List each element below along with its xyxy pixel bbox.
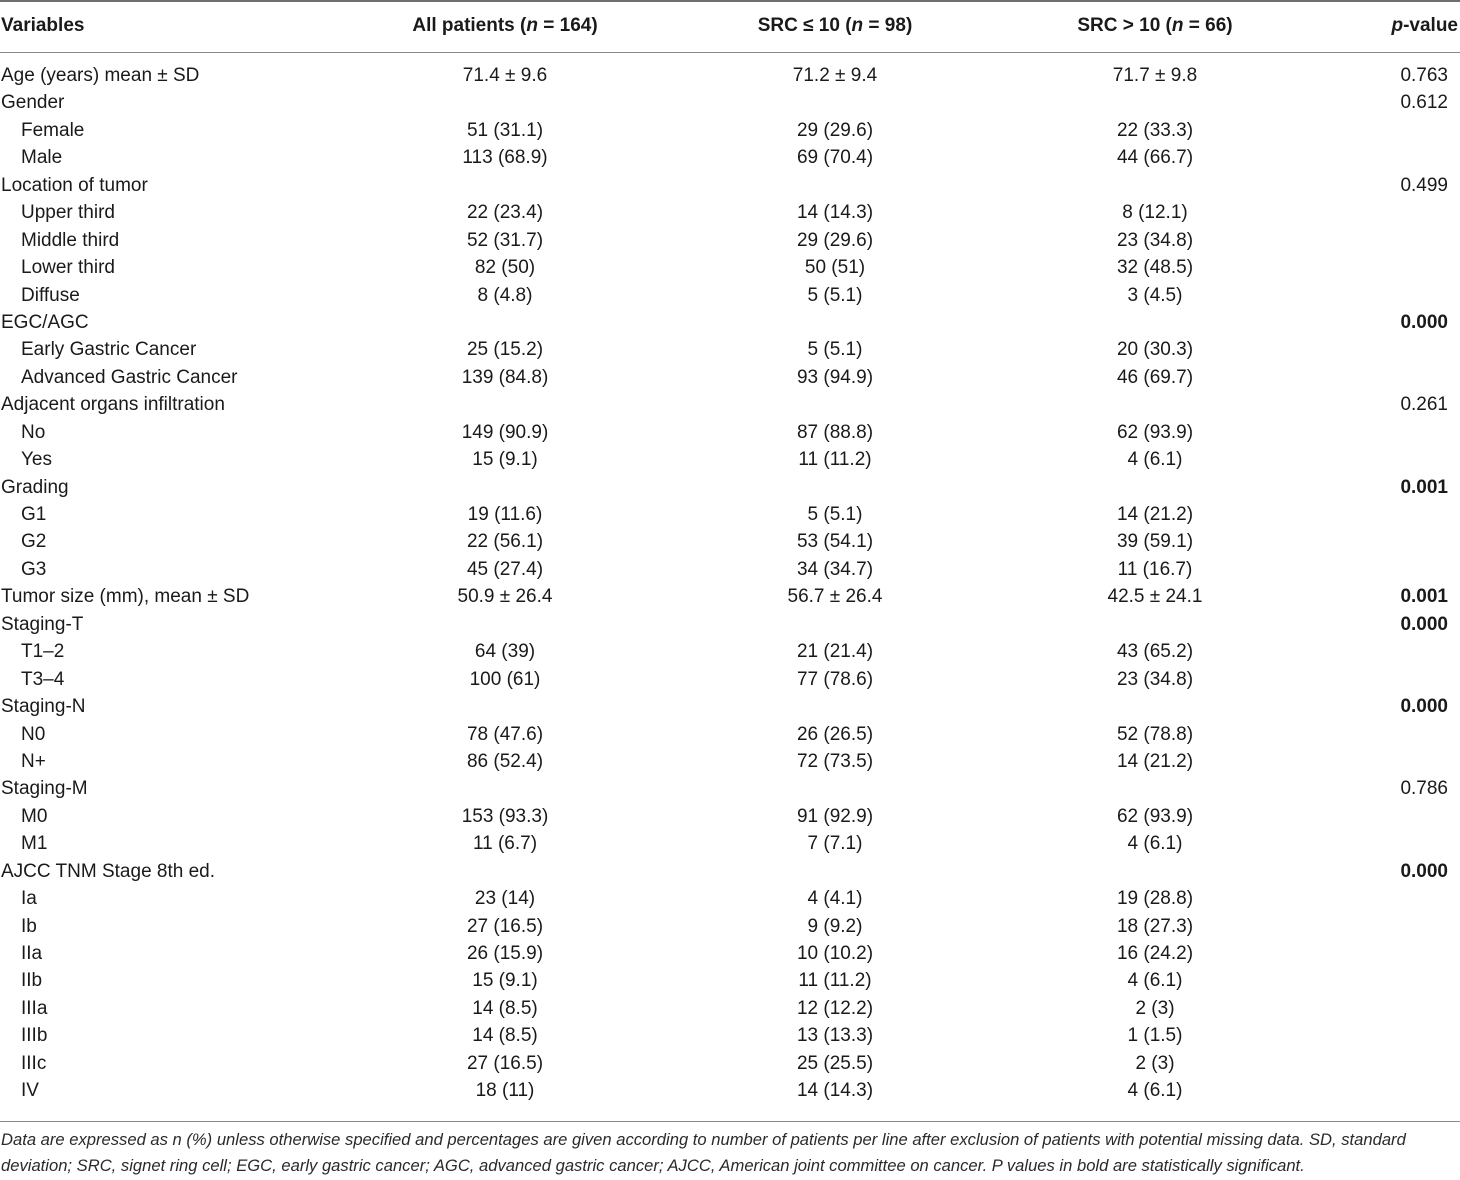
cell-src-gt-10: 22 (33.3) — [1116, 119, 1194, 141]
table-row — [0, 1077, 1460, 1104]
table-bottom-rule — [0, 1121, 1460, 1122]
table-row — [0, 913, 1460, 940]
table-footnote: Data are expressed as n (%) unless otherwise specified and percentages are given according to number of patients per line after exclusion of patients with potential missing data. SD, standard deviation; SRC, signet ring cell; EGC, early gastric cancer; AGC, advanced gastric cancer; AJCC, American joint committee on cancer. P values in bold are statistically significant. — [1, 1130, 1406, 1175]
header-p-italic: p — [1391, 15, 1404, 36]
cell-all-patients: 22 (23.4) — [466, 202, 544, 224]
cell-all-patients: 153 (93.3) — [461, 805, 549, 827]
row-label: M1 — [21, 833, 48, 855]
cell-src-gt-10: 2 (3) — [1135, 997, 1175, 1019]
table-row — [0, 583, 1460, 610]
header-all-label: All patients ( — [412, 15, 527, 36]
header-src-le-10 — [710, 9, 960, 43]
cell-p-value: 0.786 — [1400, 778, 1448, 800]
cell-src-gt-10: 14 (21.2) — [1116, 504, 1194, 525]
cell-src-le-10: 11 (11.2) — [798, 449, 872, 471]
row-label: IIa — [21, 943, 43, 964]
table-row — [0, 885, 1460, 912]
cell-all-patients: 78 (47.6) — [466, 723, 544, 745]
table-row — [0, 446, 1460, 473]
table-row — [0, 638, 1460, 665]
cell-src-le-10: 50 (51) — [804, 257, 866, 279]
cell-all-patients: 64 (39) — [474, 641, 536, 663]
table-body — [0, 62, 1460, 1105]
cell-p-value: 0.001 — [1400, 476, 1448, 498]
header-p-rest: -value — [1403, 15, 1458, 36]
cell-src-le-10: 10 (10.2) — [796, 943, 874, 964]
row-label: Staging-N — [1, 696, 86, 718]
cell-src-gt-10: 43 (65.2) — [1116, 641, 1194, 663]
cell-src-le-10: 25 (25.5) — [796, 1052, 874, 1074]
cell-src-le-10: 26 (26.5) — [796, 723, 874, 745]
row-label: Location of tumor — [1, 174, 148, 196]
table-row — [0, 89, 1460, 116]
row-label: Middle third — [21, 229, 120, 251]
cell-src-le-10: 11 (11.2) — [798, 970, 872, 992]
cell-all-patients: 15 (9.1) — [472, 449, 538, 471]
cell-all-patients: 18 (11) — [475, 1080, 535, 1102]
row-label: Ib — [21, 915, 37, 937]
table-row — [0, 199, 1460, 226]
row-label: EGC/AGC — [1, 311, 89, 333]
cell-src-le-10: 9 (9.2) — [807, 915, 863, 937]
row-label: Upper third — [21, 202, 115, 224]
table-row — [0, 830, 1460, 857]
cell-all-patients: 45 (27.4) — [466, 558, 544, 580]
table-header-rule — [0, 52, 1460, 53]
cell-all-patients: 82 (50) — [474, 257, 536, 279]
cell-src-le-10: 77 (78.6) — [796, 668, 874, 690]
row-label: AJCC TNM Stage 8th ed. — [1, 860, 216, 882]
cell-all-patients: 14 (8.5) — [472, 997, 538, 1019]
row-label: Staging-M — [1, 778, 88, 800]
table-row — [0, 474, 1460, 501]
cell-src-le-10: 14 (14.3) — [796, 1080, 874, 1102]
cell-src-le-10: 13 (13.3) — [796, 1025, 874, 1047]
row-label: IIIb — [21, 1025, 48, 1047]
table-row — [0, 336, 1460, 363]
header-src-le-label: SRC ≤ 10 ( — [757, 15, 852, 36]
row-label: Tumor size (mm), mean ± SD — [1, 586, 250, 608]
row-label: G3 — [21, 558, 47, 580]
header-all-n: n — [526, 15, 538, 36]
cell-src-gt-10: 3 (4.5) — [1127, 284, 1183, 306]
cell-p-value: 0.000 — [1400, 311, 1448, 333]
cell-all-patients: 25 (15.2) — [466, 339, 544, 361]
cell-src-gt-10: 4 (6.1) — [1127, 449, 1183, 471]
row-label: IIb — [21, 970, 43, 992]
table-row — [0, 803, 1460, 830]
cell-src-le-10: 21 (21.4) — [796, 641, 874, 663]
cell-all-patients: 14 (8.5) — [472, 1025, 538, 1047]
table-row — [0, 391, 1460, 418]
cell-all-patients: 15 (9.1) — [472, 970, 538, 992]
cell-all-patients: 149 (90.9) — [461, 421, 549, 443]
cell-src-le-10: 5 (5.1) — [807, 504, 863, 525]
row-label: No — [21, 421, 46, 443]
cell-src-gt-10: 62 (93.9) — [1116, 421, 1194, 443]
cell-p-value: 0.000 — [1400, 696, 1448, 718]
header-src-le-rest: = 98) — [863, 15, 913, 36]
row-label: T1–2 — [21, 641, 65, 663]
table-row — [0, 940, 1460, 967]
table-row — [0, 995, 1460, 1022]
table-row — [0, 967, 1460, 994]
cell-all-patients: 113 (68.9) — [462, 147, 548, 169]
header-all-patients — [380, 9, 630, 43]
cell-src-le-10: 69 (70.4) — [796, 147, 874, 169]
cell-all-patients: 51 (31.1) — [466, 119, 544, 141]
table-row — [0, 666, 1460, 693]
cell-src-gt-10: 18 (27.3) — [1116, 915, 1194, 937]
cell-src-gt-10: 23 (34.8) — [1116, 229, 1194, 251]
table-row — [0, 172, 1460, 199]
cell-all-patients: 86 (52.4) — [466, 750, 544, 772]
cell-all-patients: 27 (16.5) — [466, 915, 544, 937]
table-row — [0, 1050, 1460, 1077]
header-src-gt-label: SRC > 10 ( — [1077, 15, 1172, 36]
table-row — [0, 721, 1460, 748]
row-label: IIIc — [21, 1052, 47, 1074]
row-label: Yes — [21, 449, 52, 471]
cell-src-gt-10: 8 (12.1) — [1122, 202, 1188, 224]
table-row — [0, 693, 1460, 720]
cell-p-value: 0.763 — [1400, 65, 1448, 86]
row-label: Grading — [1, 476, 69, 498]
table-row — [0, 858, 1460, 885]
cell-src-gt-10: 19 (28.8) — [1116, 888, 1194, 910]
table-row — [0, 556, 1460, 583]
cell-src-gt-10: 14 (21.2) — [1116, 750, 1194, 772]
cell-src-le-10: 56.7 ± 26.4 — [787, 586, 883, 608]
cell-src-le-10: 14 (14.3) — [796, 202, 874, 224]
cell-all-patients: 19 (11.6) — [467, 504, 543, 525]
cell-all-patients: 27 (16.5) — [466, 1052, 544, 1074]
cell-all-patients: 139 (84.8) — [461, 366, 549, 388]
cell-src-gt-10: 4 (6.1) — [1127, 970, 1183, 992]
cell-src-le-10: 5 (5.1) — [807, 284, 863, 306]
cell-src-le-10: 87 (88.8) — [796, 421, 874, 443]
table-row — [0, 501, 1460, 528]
row-label: N0 — [21, 723, 46, 745]
cell-src-le-10: 12 (12.2) — [796, 997, 874, 1019]
cell-src-gt-10: 11 (16.7) — [1117, 558, 1193, 580]
table-row — [0, 144, 1460, 171]
cell-src-gt-10: 2 (3) — [1135, 1052, 1175, 1074]
header-src-gt-10 — [1030, 9, 1280, 43]
cell-src-gt-10: 16 (24.2) — [1116, 943, 1194, 964]
cell-src-gt-10: 4 (6.1) — [1127, 833, 1183, 855]
cell-src-le-10: 91 (92.9) — [796, 805, 874, 827]
cell-all-patients: 11 (6.7) — [472, 833, 538, 855]
cell-src-le-10: 53 (54.1) — [796, 531, 874, 553]
cell-p-value: 0.261 — [1400, 394, 1448, 416]
table-row — [0, 775, 1460, 802]
cell-src-le-10: 93 (94.9) — [796, 366, 874, 388]
cell-src-le-10: 29 (29.6) — [796, 229, 874, 251]
header-variables: Variables — [1, 15, 85, 36]
cell-src-le-10: 29 (29.6) — [796, 119, 874, 141]
cell-src-le-10: 71.2 ± 9.4 — [792, 65, 878, 86]
row-label: T3–4 — [21, 668, 65, 690]
table-row — [0, 364, 1460, 391]
table-row — [0, 309, 1460, 336]
row-label: Female — [21, 119, 85, 141]
cell-p-value: 0.612 — [1400, 92, 1448, 114]
cell-src-gt-10: 32 (48.5) — [1116, 257, 1194, 279]
table-row — [0, 1022, 1460, 1049]
row-label: Male — [21, 147, 63, 169]
row-label: G1 — [21, 504, 47, 525]
row-label: G2 — [21, 531, 47, 553]
cell-p-value: 0.000 — [1400, 613, 1448, 635]
header-src-le-n: n — [851, 15, 864, 36]
cell-all-patients: 22 (56.1) — [466, 531, 544, 553]
cell-src-gt-10: 62 (93.9) — [1116, 805, 1194, 827]
row-label: M0 — [21, 805, 48, 827]
cell-src-gt-10: 4 (6.1) — [1127, 1080, 1183, 1102]
cell-src-le-10: 5 (5.1) — [807, 339, 863, 361]
cell-src-gt-10: 71.7 ± 9.8 — [1112, 65, 1198, 86]
table-row — [0, 117, 1460, 144]
header-src-gt-n: n — [1171, 15, 1184, 36]
row-label: N+ — [21, 750, 46, 772]
cell-p-value: 0.499 — [1400, 174, 1448, 196]
cell-src-gt-10: 39 (59.1) — [1116, 531, 1194, 553]
cell-src-gt-10: 42.5 ± 24.1 — [1107, 586, 1203, 608]
table-row — [0, 611, 1460, 638]
header-all-rest: = 164) — [537, 15, 598, 36]
table-row — [0, 528, 1460, 555]
cell-all-patients: 50.9 ± 26.4 — [457, 586, 553, 608]
cell-all-patients: 8 (4.8) — [477, 284, 533, 306]
cell-src-gt-10: 52 (78.8) — [1116, 723, 1194, 745]
cell-all-patients: 71.4 ± 9.6 — [462, 65, 548, 86]
cell-src-gt-10: 44 (66.7) — [1116, 147, 1194, 169]
cell-src-gt-10: 20 (30.3) — [1116, 339, 1194, 361]
cell-src-le-10: 34 (34.7) — [796, 558, 874, 580]
cell-p-value: 0.000 — [1400, 860, 1448, 882]
row-label: IIIa — [21, 997, 48, 1019]
cell-src-gt-10: 46 (69.7) — [1116, 366, 1194, 388]
cell-all-patients: 52 (31.7) — [466, 229, 544, 251]
table-row — [0, 748, 1460, 775]
row-label: Advanced Gastric Cancer — [21, 366, 238, 388]
row-label: IV — [21, 1080, 39, 1102]
table-row — [0, 62, 1460, 89]
cell-src-gt-10: 23 (34.8) — [1116, 668, 1194, 690]
cell-all-patients: 26 (15.9) — [466, 943, 544, 964]
cell-p-value: 0.001 — [1400, 586, 1448, 608]
row-label: Staging-T — [1, 613, 84, 635]
cell-all-patients: 23 (14) — [474, 888, 536, 910]
row-label: Age (years) mean ± SD — [1, 65, 200, 86]
row-label: Ia — [21, 888, 37, 910]
table-row — [0, 254, 1460, 281]
row-label: Early Gastric Cancer — [21, 339, 197, 361]
cell-src-le-10: 7 (7.1) — [807, 833, 863, 855]
cell-src-le-10: 72 (73.5) — [796, 750, 874, 772]
cell-all-patients: 100 (61) — [469, 668, 541, 690]
header-src-gt-rest: = 66) — [1183, 15, 1233, 36]
row-label: Lower third — [21, 257, 115, 279]
cell-src-le-10: 4 (4.1) — [807, 888, 863, 910]
cell-src-gt-10: 1 (1.5) — [1127, 1025, 1183, 1047]
row-label: Gender — [1, 92, 65, 114]
table-top-rule — [0, 0, 1460, 2]
table-row — [0, 282, 1460, 309]
row-label: Adjacent organs infiltration — [1, 394, 225, 416]
header-p-value — [1391, 9, 1458, 43]
row-label: Diffuse — [21, 284, 80, 306]
table-row — [0, 419, 1460, 446]
table-header-row — [0, 9, 1460, 43]
table-row — [0, 227, 1460, 254]
